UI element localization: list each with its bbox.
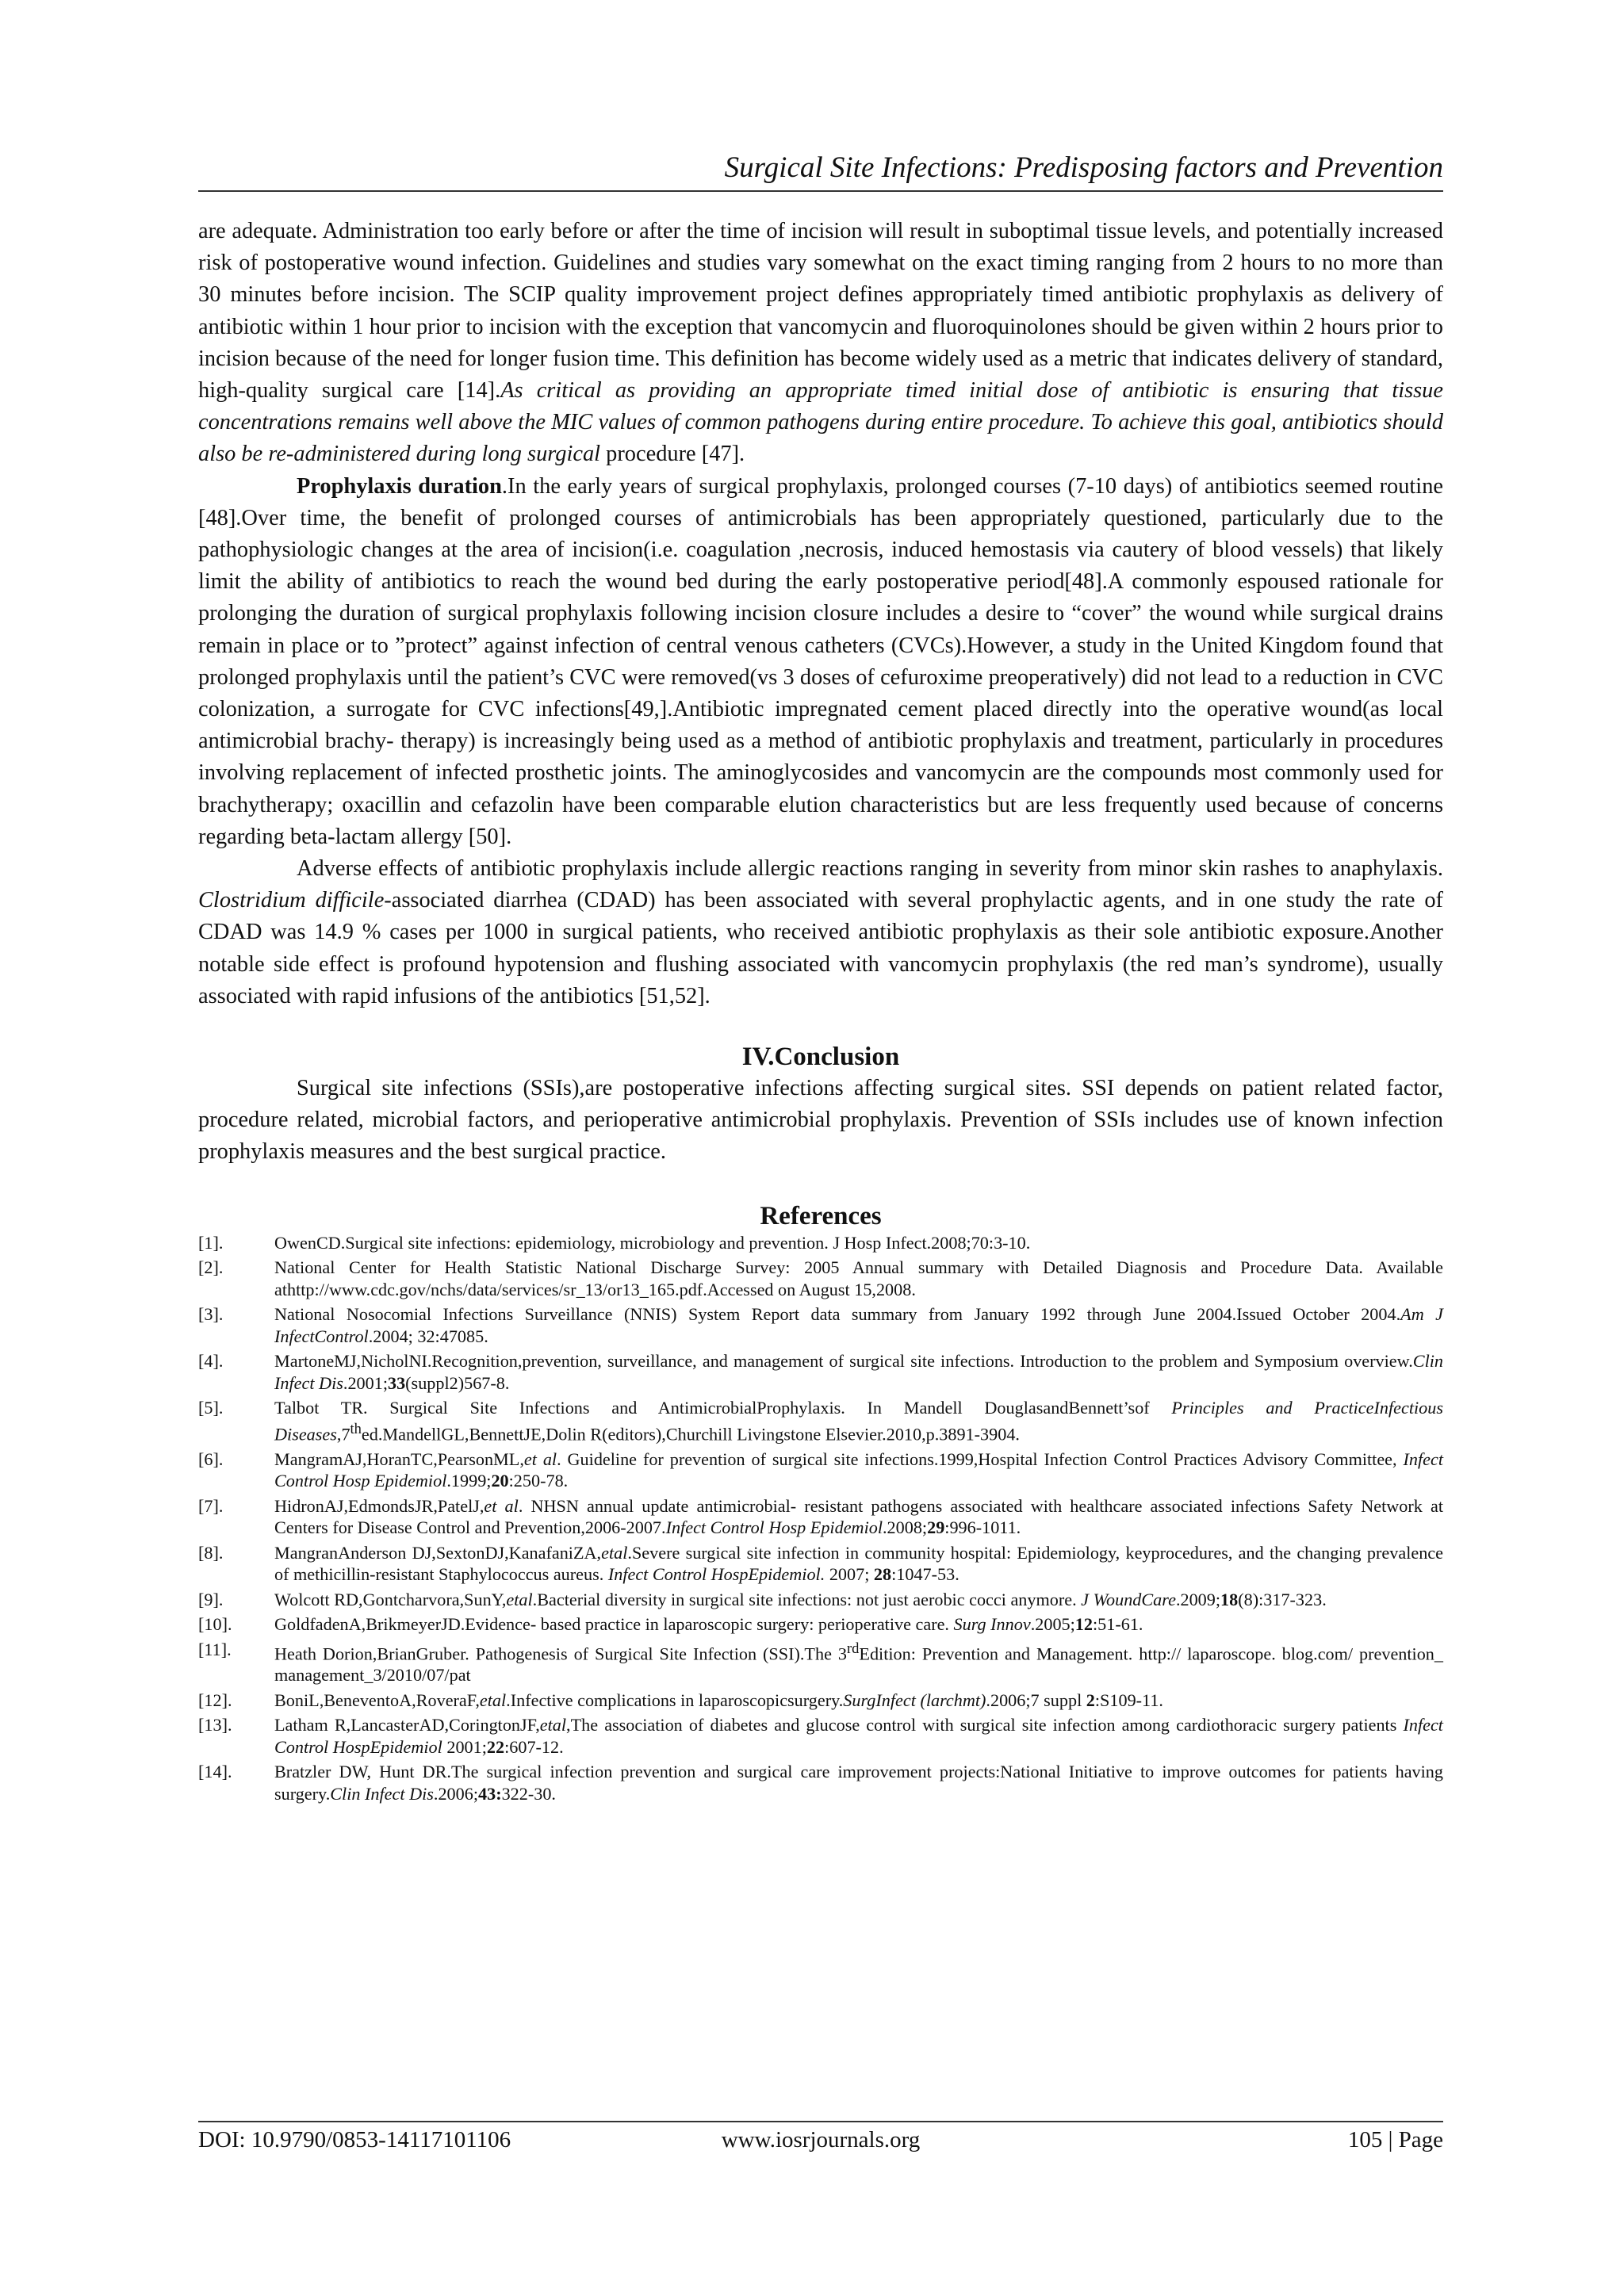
reference-text: Heath Dorion,BrianGruber. Pathogenesis of Surgical Site Infection (SSI).The 3rdEdition: Prevention and Management. http:// laparoscope. blog.com/ prevention_ management_3/2010/07/pat [274, 1640, 1443, 1686]
reference-item [198, 1495, 1443, 1539]
reference-number: [1]. [198, 1232, 224, 1253]
reference-item [198, 1589, 1443, 1611]
reference-item [198, 1689, 1443, 1712]
paragraph-text: are adequate. Administration too early before or after the time of incision will result in suboptimal tissue levels, and potentially increased risk of postoperative wound infection. Guidelines and studies vary somewhat on the exact timing ranging from 2 hours to no more than 30 minutes before incision. The SCIP quality improvement project defines appropriately timed antibiotic prophylaxis as delivery of antibiotic within 1 hour prior to incision with the exception that vancomycin and fluoroquinolones should be given within 2 hours prior to incision because of the need for longer fusion time. This definition has become widely used as a metric that indicates delivery of standard, high-quality surgical care [14]. [198, 219, 1443, 404]
reference-text: HidronAJ,EdmondsJR,PatelJ,et al. NHSN annual update antimicrobial- resistant pathogens associated with healthcare associated infections Safety Network at Centers for Disease Control and Prevention,2006-2007.Infect Control Hosp Epidemiol.2008;29:996-1011. [274, 1495, 1443, 1538]
conclusion-heading: IV.Conclusion [741, 1043, 900, 1072]
paragraph-text: -associated diarrhea (CDAD) has been associated with several prophylactic agents, and in one study the rate of CDAD was 14.9 % cases per 1000 in surgical patients, who received antibiotic prophylaxis as their sole antibiotic exposure.Another notable side effect is profound hypotension and flushing associated with vancomycin prophylaxis (the red man’s syndrome), usually associated with rapid infusions of the antibiotics [51,52]. [198, 888, 1443, 1008]
reference-text: Latham R,LancasterAD,CoringtonJF,etal,The association of diabetes and glucose control with surgical site infection among cardiothoracic surgery patients Infect Control HospEpidemiol 2001;22:607-12. [274, 1715, 1443, 1757]
reference-number: [4]. [198, 1351, 224, 1372]
run-in-heading: Prophylaxis duration [297, 473, 502, 499]
reference-text: National Center for Health Statistic National Discharge Survey: 2005 Annual summary with Detailed Diagnosis and Procedure Data. Available athttp://www.cdc.gov/nchs/data/services/sr_13/or13_165.pdf.Accessed on August 15,2008. [274, 1257, 1443, 1299]
reference-number: [8]. [198, 1542, 224, 1563]
reference-text: Bratzler DW, Hunt DR.The surgical infection prevention and surgical care improvement projects:National Initiative to improve outcomes for patients having surgery.Clin Infect Dis.2006;43:322-30. [274, 1762, 1443, 1804]
page-footer [198, 2121, 1443, 2154]
paragraph-text: .In the early years of surgical prophylaxis, prolonged courses (7-10 days) of antibiotics seemed routine [48].Over time, the benefit of prolonged courses of antimicrobials has been appropriately questioned, particularly due to the pathophysiologic changes at the area of incision(i.e. coagulation ,necrosis, induced hemostasis via cautery of blood vessels) that likely limit the ability of antibiotics to reach the wound bed during the early postoperative period[48].A commonly espoused rationale for prolonging the duration of surgical prophylaxis following incision closure includes a desire to “cover” the wound while surgical drains remain in place or to ”protect” against infection of central venous catheters (CVCs).However, a study in the United Kingdom found that prolonged prophylaxis until the patient’s CVC were removed(vs 3 doses of cefuroxime preoperatively) did not lead to a reduction in CVC colonization, a surrogate for CVC infections[49,].Antibiotic impregnated cement placed directly into the operative wound(as local antimicrobial brachy- therapy) is increasingly being used as a method of antibiotic prophylaxis and treatment, particularly in procedures involving replacement of infected prosthetic joints. The aminoglycosides and vancomycin are the compounds most commonly used for brachytherapy; oxacillin and cefazolin have been comparable elution characteristics but are less frequently used because of concerns regarding beta-lactam allergy [50]. [198, 473, 1443, 849]
reference-item [198, 1448, 1443, 1492]
reference-text: National Nosocomial Infections Surveillance (NNIS) System Report data summary from January 1992 through June 2004.Issued October 2004.Am J InfectControl.2004; 32:47085. [274, 1304, 1443, 1346]
reference-item [198, 1303, 1443, 1347]
paragraph-text: procedure [47]. [600, 442, 745, 467]
running-header: Surgical Site Infections: Predisposing factors and Prevention [198, 151, 1443, 192]
paragraph-timing [198, 216, 1443, 471]
paragraph-text: Adverse effects of antibiotic prophylaxis include allergic reactions ranging in severity from minor skin rashes to anaphylaxis. [297, 856, 1443, 882]
reference-text: MangranAnderson DJ,SextonDJ,KanafaniZA,etal.Severe surgical site infection in community hospital: Epidemiology, keyprocedures, and the changing prevalence of methicillin-resistant Staphylococcus aureus. Infect Control HospEpidemiol. 2007; 28:1047-53. [274, 1542, 1443, 1585]
reference-item [198, 1350, 1443, 1394]
reference-number: [7]. [198, 1495, 224, 1516]
reference-number: [13]. [198, 1715, 232, 1735]
journal-url[interactable]: www.iosrjournals.org [721, 2127, 921, 2152]
paragraph-adverse-effects [198, 853, 1443, 1012]
reference-number: [6]. [198, 1448, 224, 1469]
paper-page [198, 151, 1443, 2180]
reference-number: [10]. [198, 1614, 232, 1635]
reference-text: BoniL,BeneventoA,RoveraF,etal.Infective complications in laparoscopicsurgery.SurgInfect (larchmt).2006;7 suppl 2:S109-11. [274, 1689, 1163, 1710]
species-name: Clostridium difficile [198, 888, 385, 913]
reference-text: OwenCD.Surgical site infections: epidemiology, microbiology and prevention. J Hosp Infect.2008;70:3-10. [274, 1232, 1031, 1253]
reference-number: [3]. [198, 1304, 224, 1325]
reference-item [198, 1613, 1443, 1636]
body-text [198, 216, 1443, 1012]
page-number: 105 | Page [1347, 2127, 1443, 2152]
reference-list [198, 1232, 1443, 1805]
conclusion-text: Surgical site infections (SSIs),are postoperative infections affecting surgical sites. SSI depends on patient related factor, procedure related, microbial factors, and perioperative antimicrobial prophylaxis. Prevention of SSIs includes use of known infection prophylaxis measures and the best surgical practice. [198, 1076, 1443, 1165]
reference-text: MangramAJ,HoranTC,PearsonML,et al. Guideline for prevention of surgical site infections.1999,Hospital Infection Control Practices Advisory Committee, Infect Control Hosp Epidemiol.1999;20:250-78. [274, 1448, 1443, 1491]
reference-item [198, 1542, 1443, 1586]
doi-text: DOI: 10.9790/0853-14117101106 [198, 2127, 511, 2152]
reference-text: MartoneMJ,NicholNI.Recognition,prevention, surveillance, and management of surgical site infections. Introduction to the problem and Symposium overview.Clin Infect Dis.2001;33(suppl2)567-8. [274, 1351, 1443, 1393]
reference-item [198, 1397, 1443, 1445]
reference-text: Talbot TR. Surgical Site Infections and AntimicrobialProphylaxis. In Mandell DouglasandBennett’sof Principles and PracticeInfectious Diseases,7thed.MandellGL,BennettJE,Dolin R(editors),Churchill Livingstone Elsevier.2010,p.3891-3904. [274, 1398, 1443, 1445]
reference-item [198, 1257, 1443, 1300]
reference-item [198, 1639, 1443, 1686]
reference-number: [11]. [198, 1639, 232, 1659]
italic-emphasis: As critical as providing an appropriate timed initial dose of antibiotic is ensuring that tissue concentrations remains well above the MIC values of common pathogens during entire procedure. To achieve this goal, antibiotics should also be re-administered during long surgical [198, 378, 1443, 467]
reference-item [198, 1232, 1443, 1254]
reference-text: GoldfadenA,BrikmeyerJD.Evidence- based practice in laparoscopic surgery: perioperative care. Surg Innov.2005;12:51-61. [274, 1614, 1143, 1635]
paragraph-prophylaxis-duration [198, 471, 1443, 853]
reference-text: Wolcott RD,Gontcharvora,SunY,etal.Bacterial diversity in surgical site infections: not just aerobic cocci anymore. J WoundCare.2009;18(8):317-323. [274, 1589, 1327, 1609]
reference-number: [14]. [198, 1762, 232, 1782]
reference-number: [2]. [198, 1257, 224, 1278]
reference-number: [5]. [198, 1398, 224, 1418]
references-heading: References [760, 1201, 882, 1230]
reference-number: [12]. [198, 1689, 232, 1710]
reference-item [198, 1761, 1443, 1804]
reference-number: [9]. [198, 1589, 224, 1609]
reference-item [198, 1714, 1443, 1758]
